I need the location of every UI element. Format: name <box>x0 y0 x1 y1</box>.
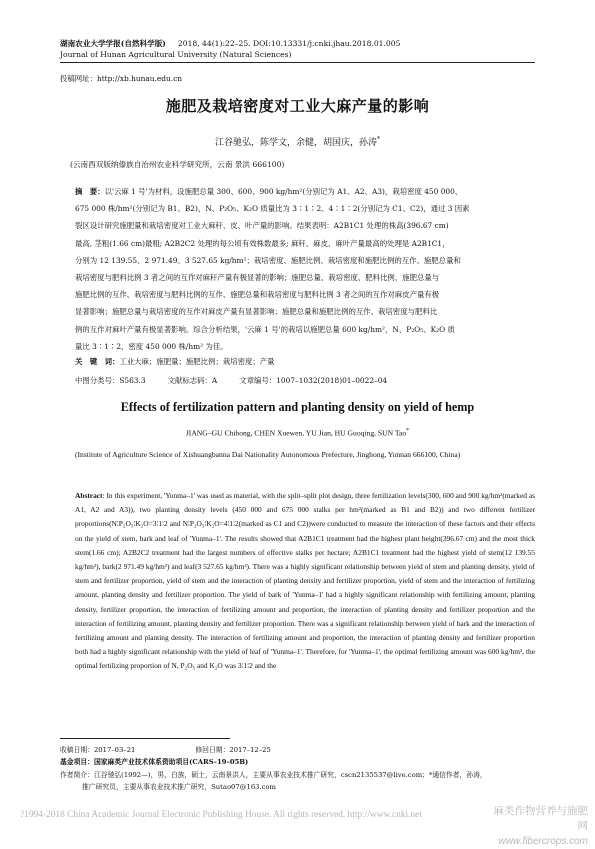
journal-name-cn: 湖南农业大学学报(自然科学版) <box>60 39 166 48</box>
abstract-cn-line: 例的互作对麻叶产量有极显著影响。综合分析结果，'云麻 1 号'的栽培以施肥总量 600 kg/hm²，N、P₂O₅、K₂O 质 <box>75 324 455 334</box>
authors-cn-names: 江谷驰弘，陈学文，余健，胡国庆，孙涛 <box>214 138 377 148</box>
abstract-cn-line: 栽培密度与肥料比例 3 者之间的互作对麻秆产量有极显著的影响；施肥总量、栽培密度、肥料比例、施肥总量与 <box>75 273 440 283</box>
authors-en <box>0 428 595 438</box>
abstract-cn-line: 分别为 12 139.55、2 971.49、3 527.65 kg/hm²；栽培密度、施肥比例、栽培密度和施肥比例的互作、施肥总量和 <box>75 255 461 265</box>
fund-info: 基金项目：国家麻类产业技术体系资助项目(CARS–19–05B) <box>60 758 249 767</box>
authors-en-names: JIANG–GU Chihong, CHEN Xuewen, YU Jian, HU Guoqing, SUN Tao <box>185 428 407 438</box>
footnotes <box>60 744 540 793</box>
journal-name-en: Journal of Hunan Agricultural University (Natural Sciences) <box>60 50 292 59</box>
abstract-en-text: : In this experiment, 'Yunma–1' was used as material, with the split–split plot design, three fertilization levels(300, 600 and 900 kg/hm²(marked as A1, A2 and A3)), two planting density levels (450 000 and 675 000 stalks per hm²(marked as B1 and B2)) and two different fertilizer proportions(N∶P₂O₅∶K₂O=3∶1∶2 and N∶P₂O₅∶K₂O=4∶1∶2(marked as C1 and C2))were conducted to measure the interaction of these factors and their effects on the yield of stem, bark and leaf of 'Yunma–1'. The results showed that A2B1C1 treatment had the highest plant height(396.67 cm) and the most thick stem(1.66 cm); A2B2C2 treatment had the largest numbers of effective stalks per hectare; A2B1C1 treatment had the highest yield of stem(12 139.55 kg/hm²), bark(2 971.49 kg/hm²) and leaf(3 527.65 kg/hm²). There was a highly significant relationship between yield of stem and planting density, yield of stem and fertilizer proportion, yield of stem and the interaction of planting density and fertilizer proportion, yield of stem and the interaction of fertilizing amount, planting density and fertilizer proportion. The yield of bark of 'Yunma–1' had a highly significant relationship with fertilizing amount, planting density, fertilizer proportion, the interaction of fertilizing amount and proportion, the interaction of planting density and fertilizer proportion and the interaction of fertilizing amount, planting density and fertilizer proportion. There was a significant relationship between yield of bark and the interaction of fertilizing amount and planting density. The interaction of fertilizing amount and proportion, the interaction of planting density and fertilizer proportion both had a highly significant relationship with the yield of leaf of 'Yunma–1'. Therefore, for 'Yunma–1', the optimal fertilizing amount was 600 kg/hm², the optimal fertilizing proportion of N, P₂O₅ and K₂O was 3∶1∶2 and the <box>75 491 535 671</box>
affiliation-cn: (云南西双版纳傣族自治州农业科学研究所，云南 景洪 666100) <box>70 160 285 169</box>
received-date: 收稿日期：2017–03–21 <box>60 746 136 754</box>
corresponding-mark-en: * <box>406 428 410 434</box>
citation-doi: 2018, 44(1):22–25. DOI:10.13331/j.cnki.jhau.2018.01.005 <box>177 39 401 48</box>
title-en: Effects of fertilization pattern and planting density on yield of hemp <box>120 400 475 414</box>
abstract-cn-line: 裂区设计研究施肥量和栽培密度对工业大麻秆、皮、叶产量的影响。结果表明：A2B1C1 处理的株高(396.67 cm) <box>75 221 449 231</box>
abstract-cn-line: 量比 3∶1∶2，密度 450 000 株/hm² 为佳。 <box>75 341 228 351</box>
abstract-en <box>75 489 535 674</box>
authors-cn <box>0 135 595 148</box>
keywords-cn <box>75 356 530 367</box>
dates-row <box>60 744 540 756</box>
running-header <box>60 38 540 60</box>
watermark-url: www.fibercrops.com <box>498 836 588 847</box>
classification-cn <box>75 375 545 386</box>
abstract-cn-line: 675 000 株/hm²(分别记为 B1、B2)，N、P₂O₅、K₂O 质量比为 3∶1∶2、4∶1∶2(分别记为 C1、C2)，通过 3 因素 <box>75 204 470 214</box>
affiliation-en: (Institute of Agriculture Science of Xishuangbanna Dai Nationality Autonomous Prefecture, Jinghong, Yunnan 666100, China) <box>75 450 461 459</box>
submission-site: 投稿网址：http://xb.hunau.edu.cn <box>60 74 183 83</box>
corresponding-mark: * <box>377 136 380 143</box>
document-code: 文献标志码：A <box>167 376 218 385</box>
abstract-cn-line: 施肥比例的互作、栽培密度与肥料比例的互作、施肥总量和栽培密度与肥料比例 3 者之间的互作对麻皮产量有极 <box>75 290 440 300</box>
abstract-cn-label: 摘 要： <box>75 187 105 196</box>
abstract-cn <box>75 183 530 355</box>
clc-number: 中图分类号：S563.3 <box>75 376 146 385</box>
copyright-notice: ?1994-2018 China Academic Journal Electronic Publishing House. All rights reserved. http://www.cnki.net <box>20 810 422 820</box>
abstract-cn-line: 最高, 茎粗(1.66 cm)最粗; A2B2C2 处理的每公顷有效株数最多; 麻秆、麻皮、麻叶产量最高的处理是 A2B1C1， <box>75 238 450 248</box>
footnote-rule <box>60 738 230 739</box>
header-rule <box>60 62 535 63</box>
title-cn: 施肥及栽培密度对工业大麻产量的影响 <box>165 97 430 115</box>
abstract-cn-line: 显著影响；施肥总量与栽培密度的互作对麻皮产量有显著影响；施肥总量和施肥比例的互作、栽培密度与肥料比 <box>75 307 438 317</box>
site-watermark <box>488 804 588 849</box>
keywords-cn-text: 工业大麻；施肥量；施肥比例；栽培密度；产量 <box>119 357 275 366</box>
keywords-cn-label: 关 键 词： <box>75 357 120 366</box>
revised-date: 修回日期：2017–12–25 <box>195 746 271 754</box>
watermark-cn: 麻类作物营养与施肥网 <box>493 805 588 832</box>
abstract-en-label: Abstract <box>75 491 103 500</box>
author-info: 作者简介：江谷驰弘(1992—)，男，白族，硕士，云南景洪人，主要从事农业技术推广研究，cscn2135537@live.com；*通信作者，孙涛， <box>60 770 487 779</box>
article-number: 文章编号：1007–1032(2018)01–0022–04 <box>239 376 388 385</box>
author-info-cont: 推广研究员，主要从事农业技术推广研究，Sutao07@163.com <box>82 782 276 791</box>
abstract-cn-line: 以'云麻 1 号'为材料，设施肥总量 300、600、900 kg/hm²(分别记为 A1、A2、A3)，栽培密度 450 000、 <box>104 187 463 196</box>
